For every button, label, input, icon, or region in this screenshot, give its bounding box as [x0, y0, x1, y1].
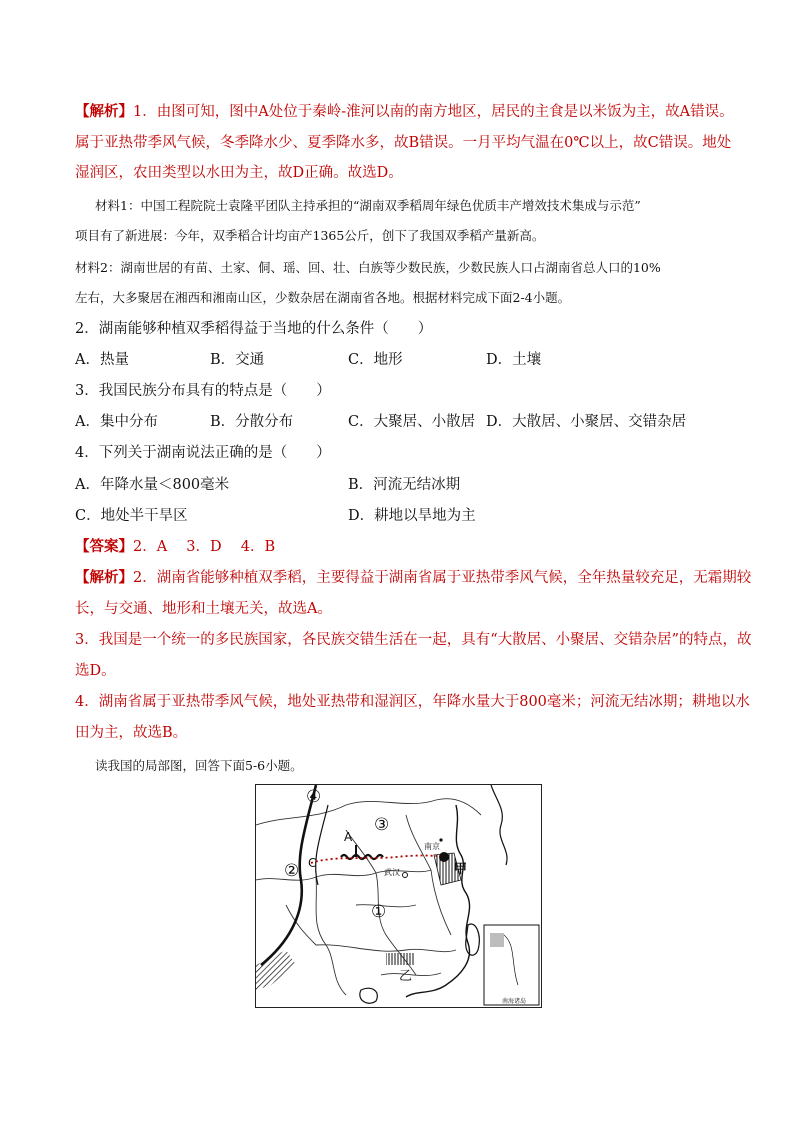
analysis-2-line-4: 选D。 [75, 663, 116, 679]
q4-option-c[interactable]: C．地处半干旱区 [75, 508, 188, 524]
label-yi: 乙 [399, 969, 413, 984]
label-jia: 甲 [454, 862, 468, 877]
answer-text: 2．A 3．D 4．B [133, 539, 276, 555]
analysis-2-line-6: 田为主，故选B。 [75, 725, 188, 741]
analysis-1-text-1: 1．由图可知，图中A处位于秦岭-淮河以南的南方地区，居民的主食是以米饭为主，故A错误。 [133, 104, 734, 120]
q4-option-b[interactable]: B．河流无结冰期 [348, 477, 461, 493]
map-svg [256, 785, 541, 1007]
map-intro: 读我国的局部图，回答下面5-6小题。 [95, 758, 303, 773]
china-partial-map [255, 784, 542, 1008]
hatched-area-yi [386, 953, 414, 965]
analysis-2-line-2: 长，与交通、地形和土壤无关，故选A。 [75, 601, 332, 617]
label-nanjing: 南京 [424, 842, 440, 851]
q2-option-d[interactable]: D．土壤 [486, 352, 542, 368]
q4-option-d[interactable]: D．耕地以旱地为主 [348, 508, 476, 524]
answer-line [75, 537, 275, 557]
q2-option-a[interactable]: A．热量 [75, 352, 129, 368]
label-a: A [344, 830, 353, 844]
inset-land [490, 933, 504, 947]
q3-option-b[interactable]: B．分散分布 [210, 414, 294, 430]
q3-option-c[interactable]: C．大聚居、小散居 [348, 414, 476, 430]
label-circle-3: ③ [374, 815, 390, 835]
analysis-2-text-1: 2．湖南省能够种植双季稻，主要得益于湖南省属于亚热带季风气候，全年热量较充足，无霜期较 [133, 570, 752, 586]
label-inset: 南海诸岛 [502, 998, 527, 1005]
hainan-outline [360, 988, 378, 1003]
q3-option-d[interactable]: D．大散居、小聚居、交错杂居 [486, 414, 687, 430]
analysis-2-line-5: 4．湖南省属于亚热带季风气候，地处亚热带和湿润区，年降水量大于800毫米；河流无结冰期；耕地以水 [75, 694, 750, 710]
analysis-tag-2: 【解析】 [75, 569, 133, 586]
analysis-1-line-2: 属于亚热带季风气候，冬季降水少、夏季降水多，故B错误。一月平均气温在0℃以上，故C错误。地处 [75, 135, 732, 151]
material-2-line-2: 左右，大多聚居在湘西和湘南山区，少数杂居在湖南省各地。根据材料完成下面2-4小题。 [75, 290, 571, 305]
material-1-line-1: 材料1：中国工程院院士袁隆平团队主持承担的“湖南双季稻周年绿色优质丰产增效技术集成与示范” [95, 198, 641, 213]
label-circle-2: ② [284, 861, 300, 881]
material-2-line-1: 材料2：湖南世居的有苗、土家、侗、瑶、回、壮、白族等少数民族，少数民族人口占湖南省总人口的10% [75, 260, 661, 275]
nanjing-dot [439, 852, 449, 862]
analysis-tag: 【解析】 [75, 103, 133, 120]
hatched-border-west [256, 950, 296, 990]
question-2-stem: 2．湖南能够种植双季稻得益于当地的什么条件（ ） [75, 321, 433, 337]
analysis-2-line-3: 3．我国是一个统一的多民族国家，各民族交错生活在一起，具有“大散居、小聚居、交错杂居”的特点，故 [75, 632, 752, 648]
question-4-stem: 4．下列关于湖南说法正确的是（ ） [75, 445, 331, 461]
wuhan-dot [403, 873, 408, 878]
label-circle-4: ④ [306, 787, 322, 807]
label-circle-1: ① [371, 902, 387, 922]
label-c: C [308, 856, 317, 870]
analysis-1-line-3: 湿润区，农田类型以水田为主，故D正确。故选D。 [75, 165, 403, 181]
q2-option-b[interactable]: B．交通 [210, 352, 265, 368]
analysis-1-line-1 [75, 102, 734, 122]
label-wuhan: 武汉 [384, 868, 400, 877]
q2-option-c[interactable]: C．地形 [348, 352, 403, 368]
taiwan-outline [466, 924, 480, 955]
thin-boundary [316, 805, 328, 885]
question-3-stem: 3．我国民族分布具有的特点是（ ） [75, 383, 331, 399]
analysis-2-line-1 [75, 568, 751, 588]
q4-option-a[interactable]: A．年降水量＜800毫米 [75, 477, 230, 493]
answer-tag: 【答案】 [75, 538, 133, 555]
korea-coast [491, 785, 507, 865]
q3-option-a[interactable]: A．集中分布 [75, 414, 158, 430]
material-1-line-2: 项目有了新进展：今年，双季稻合计均亩产1365公斤，创下了我国双季稻产量新高。 [75, 228, 545, 243]
